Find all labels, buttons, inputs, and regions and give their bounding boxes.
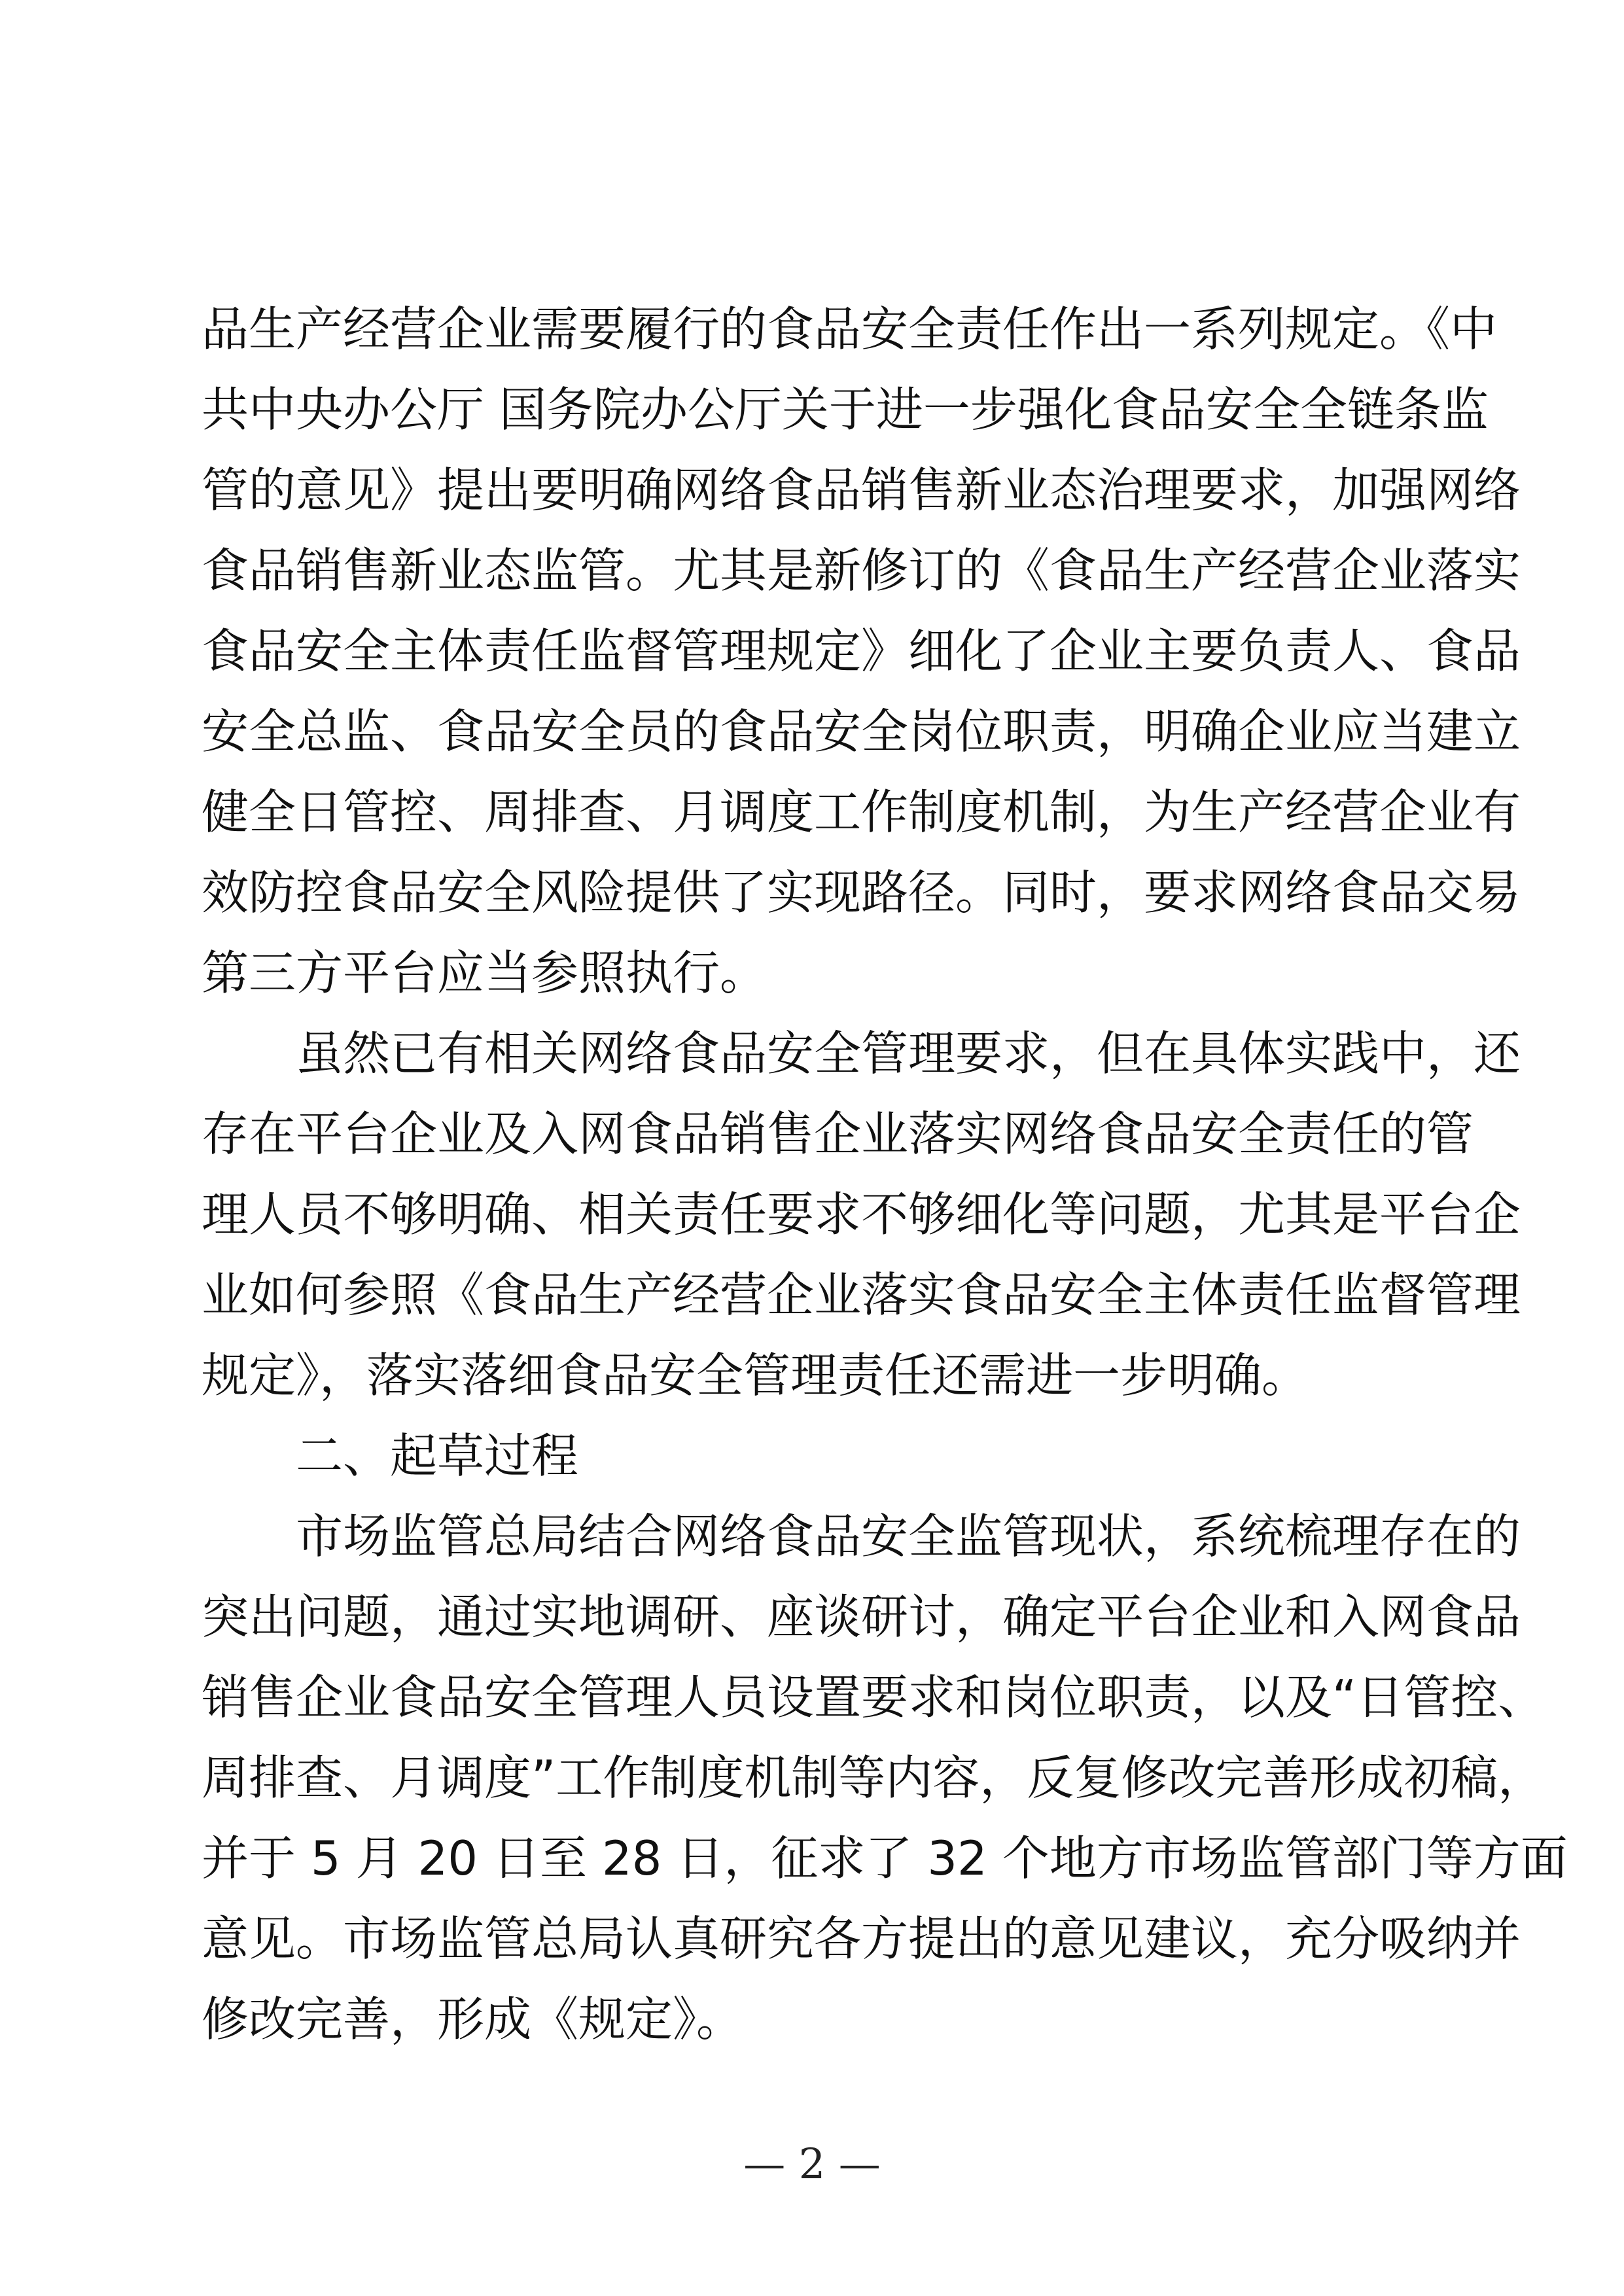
paragraph-first-line: 市场监管总局结合网络食品安全监管现状，系统梳理存在的 xyxy=(296,1509,1521,1564)
text-line: 存在平台企业及入网食品销售企业落实网络食品安全责任的管 xyxy=(202,1106,1474,1161)
text-line: 食品销售新业态监管。尤其是新修订的《食品生产经营企业落实 xyxy=(202,543,1521,598)
text-line: 理人员不够明确、相关责任要求不够细化等问题，尤其是平台企 xyxy=(202,1187,1521,1242)
text-line: 周排查、月调度”工作制度机制等内容，反复修改完善形成初稿， xyxy=(202,1750,1545,1805)
text-line: 意见。市场监管总局认真研究各方提出的意见建议，充分吸纳并 xyxy=(202,1911,1521,1966)
text-line: 品生产经营企业需要履行的食品安全责任作出一系列规定。《中 xyxy=(202,302,1498,357)
text-line: 修改完善，形成《规定》。 xyxy=(202,1992,744,2047)
text-line: 第三方平台应当参照执行。 xyxy=(202,945,768,1000)
text-line: 业如何参照《食品生产经营企业落实食品安全主体责任监督管理 xyxy=(202,1267,1521,1322)
section-heading: 二、起草过程 xyxy=(296,1428,579,1483)
text-line: 食品安全主体责任监督管理规定》细化了企业主要负责人、食品 xyxy=(202,624,1521,679)
text-line: 安全总监、食品安全员的食品安全岗位职责，明确企业应当建立 xyxy=(202,704,1521,759)
paragraph-first-line: 虽然已有相关网络食品安全管理要求，但在具体实践中，还 xyxy=(296,1026,1521,1081)
text-line: 规定》，落实落细食品安全管理责任还需进一步明确。 xyxy=(202,1348,1309,1403)
text-line: 效防控食品安全风险提供了实现路径。同时，要求网络食品交易 xyxy=(202,865,1521,920)
text-line: 管的意见》提出要明确网络食品销售新业态治理要求，加强网络 xyxy=(202,463,1521,518)
text-line: 销售企业食品安全管理人员设置要求和岗位职责，以及“日管控、 xyxy=(202,1670,1545,1725)
text-line: 健全日管控、周排查、月调度工作制度机制，为生产经营企业有 xyxy=(202,785,1521,839)
text-line: 并于 5 月 20 日至 28 日，征求了 32 个地方市场监管部门等方面 xyxy=(202,1831,1568,1886)
page-number: — 2 — xyxy=(743,2140,881,2189)
text-line: 共中央办公厅 国务院办公厅关于进一步强化食品安全全链条监 xyxy=(202,382,1489,437)
text-line: 突出问题，通过实地调研、座谈研讨，确定平台企业和入网食品 xyxy=(202,1589,1521,1644)
